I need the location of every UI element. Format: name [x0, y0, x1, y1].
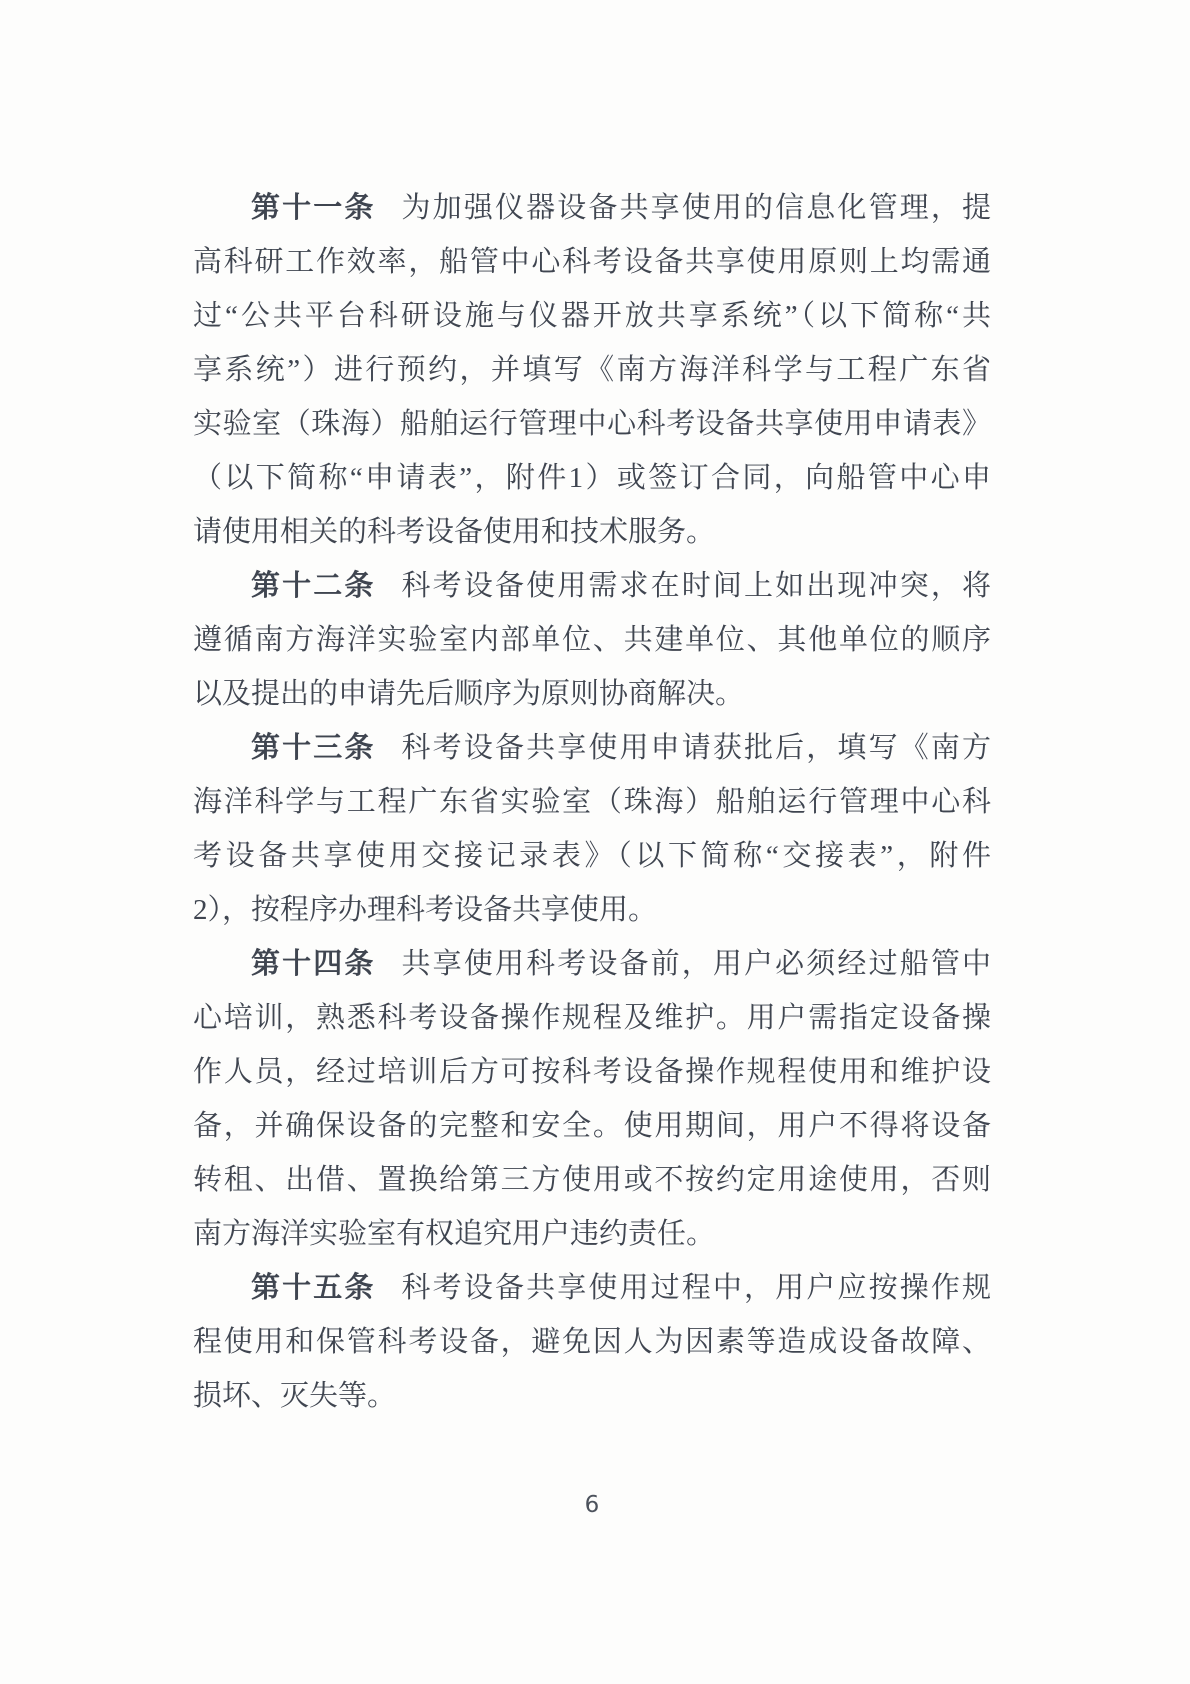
text-line: 实验室（珠海）船舶运行管理中心科考设备共享使用申请表》: [193, 408, 991, 440]
text-line: 享系统”）进行预约，并填写《南方海洋科学与工程广东省: [193, 354, 991, 386]
text-line: 程使用和保管科考设备，避免因人为因素等造成设备故障、: [193, 1326, 991, 1358]
text-line: 心培训，熟悉科考设备操作规程及维护。用户需指定设备操: [193, 1002, 991, 1034]
text-line: 损坏、灭失等。: [193, 1380, 397, 1412]
line-text: 为加强仪器设备共享使用的信息化管理，提: [401, 192, 991, 224]
text-line: 2），按程序办理科考设备共享使用。: [193, 894, 658, 926]
text-line: 转租、出借、置换给第三方使用或不按约定用途使用，否则: [193, 1164, 991, 1196]
article-paragraph: [193, 937, 991, 1261]
article-number: 第十二条: [251, 570, 376, 602]
text-line: [193, 181, 991, 235]
article-paragraph: [193, 721, 991, 937]
article-number: 第十三条: [251, 732, 376, 764]
article-number: 第十四条: [251, 948, 376, 980]
text-line: 作人员，经过培训后方可按科考设备操作规程使用和维护设: [193, 1056, 991, 1088]
line-text: 科考设备共享使用申请获批后，填写《南方: [401, 732, 991, 764]
text-line: 备，并确保设备的完整和安全。使用期间，用户不得将设备: [193, 1110, 991, 1142]
text-line: [193, 937, 991, 991]
line-text: 科考设备使用需求在时间上如出现冲突，将: [401, 570, 991, 602]
text-line: 南方海洋实验室有权追究用户违约责任。: [193, 1218, 716, 1250]
line-text: 科考设备共享使用过程中，用户应按操作规: [401, 1272, 991, 1304]
article-number: 第十五条: [251, 1272, 376, 1304]
page-number: 6: [584, 1492, 600, 1518]
article-paragraph: [193, 559, 991, 721]
text-line: [193, 1261, 991, 1315]
article-number: 第十一条: [251, 192, 376, 224]
text-line: 遵循南方海洋实验室内部单位、共建单位、其他单位的顺序: [193, 624, 991, 656]
article-paragraph: [193, 1261, 991, 1423]
text-line: 过“公共平台科研设施与仪器开放共享系统”（以下简称“共: [193, 300, 991, 332]
text-line: 请使用相关的科考设备使用和技术服务。: [193, 516, 716, 548]
text-line: [193, 721, 991, 775]
text-line: 考设备共享使用交接记录表》（以下简称“交接表”，附件: [193, 840, 991, 872]
text-line: 以及提出的申请先后顺序为原则协商解决。: [193, 678, 745, 710]
article-paragraph: [193, 181, 991, 559]
text-line: [193, 559, 991, 613]
text-line: 高科研工作效率，船管中心科考设备共享使用原则上均需通: [193, 246, 991, 278]
text-line: （以下简称“申请表”，附件1）或签订合同，向船管中心申: [193, 462, 991, 494]
document-body: [193, 181, 991, 1423]
line-text: 共享使用科考设备前，用户必须经过船管中: [401, 948, 991, 980]
text-line: 海洋科学与工程广东省实验室（珠海）船舶运行管理中心科: [193, 786, 991, 818]
